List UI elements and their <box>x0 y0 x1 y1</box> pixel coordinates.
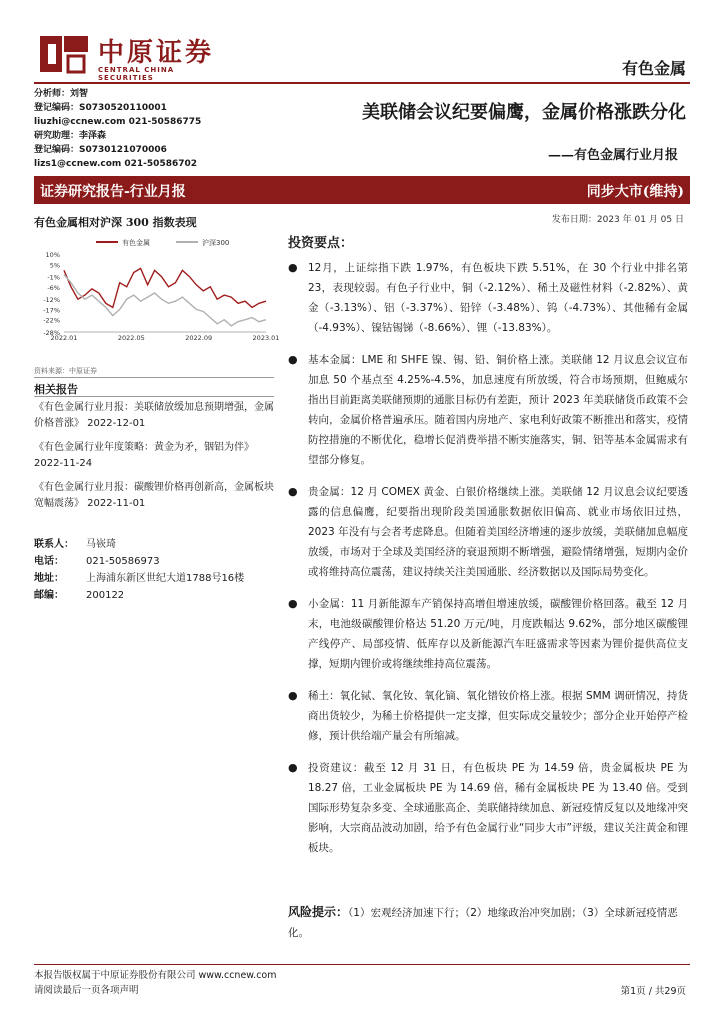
investment-points <box>286 258 688 870</box>
divider <box>34 377 274 378</box>
header-divider <box>34 82 690 84</box>
investment-point <box>286 758 688 858</box>
related-report-link[interactable]: 《有色金属行业年度策略：黄金为矛，铟铝为伴》 2022-11-24 <box>34 442 254 469</box>
zip-label: 邮编： <box>34 590 64 601</box>
company-logo <box>38 32 228 80</box>
phone-value: 021-50586973 <box>86 556 160 567</box>
investment-point <box>286 594 688 674</box>
legend-label: 有色金属 <box>122 239 150 247</box>
x-tick-label: 2022.01 <box>50 334 78 342</box>
point-text: 12月，上证综指下跌 1.97%，有色板块下跌 5.51%，在 30 个行业中排名第 23，表现较弱。有色子行业中，铜（-2.12%）、稀土及磁性材料（-2.82%）、黄金（-3.13%）、铝（-3.37%）、铅锌（-3.48%）、钨（-4.73%）、其他稀有金属（-4.93%）、镍钴锡锑（-8.66%）、锂（-13.83%）。 <box>308 262 688 334</box>
assistant-reg: 登记编码：S0730121070006 <box>34 145 167 155</box>
contact-info <box>34 536 284 604</box>
chart-source: 资料来源：中原证券 <box>34 367 97 375</box>
disclaimer-note: 请阅读最后一页各项声明 <box>34 985 139 996</box>
related-report-link[interactable]: 《有色金属行业月报：碳酸锂价格再创新高，金属板块宽幅震荡》 2022-11-01 <box>34 482 274 509</box>
investment-point <box>286 482 688 582</box>
investment-point <box>286 350 688 470</box>
related-reports-heading: 相关报告 <box>34 383 78 396</box>
bullet-icon: ● <box>288 353 298 366</box>
logo-mark-icon <box>38 34 90 74</box>
x-tick-label: 2022.05 <box>117 334 145 342</box>
y-tick-label: -22% <box>43 316 60 325</box>
investment-point <box>286 258 688 338</box>
point-text: 小金属：11 月新能源车产销保持高增但增速放缓，碳酸锂价格回落。截至 12 月末，电池级碳酸锂价格达 51.20 万元/吨，月度跌幅达 9.62%，部分地区碳酸锂产线停产、局部疫情、低库存以及新能源汽车旺盛需求等因素为锂价提供高位支撑，短期内锂价或将继续维持高位震荡。 <box>308 598 688 670</box>
assistant-name: 研究助理：李泽森 <box>34 131 107 141</box>
related-reports-list <box>34 400 274 520</box>
page-number: 第1页 / 共29页 <box>620 986 686 997</box>
chart-title: 有色金属相对沪深 300 指数表现 <box>34 216 197 229</box>
report-title: 美联储会议纪要偏鹰，金属价格涨跌分化 <box>362 102 686 123</box>
bullet-icon: ● <box>288 761 298 774</box>
copyright: 本报告版权属于中原证券股份有限公司 www.ccnew.com <box>34 970 277 981</box>
y-tick-label: -28% <box>43 329 60 337</box>
analyst-contact: liuzhi@ccnew.com 021-50586775 <box>34 117 202 127</box>
contact-person: 马嵚琦 <box>86 539 116 550</box>
report-type: 证券研究报告-行业月报 <box>40 184 186 200</box>
address-value: 上海浦东新区世纪大道1788号16楼 <box>86 573 245 584</box>
contact-person-label: 联系人： <box>34 539 74 550</box>
report-subtitle: ——有色金属行业月报 <box>547 148 678 163</box>
point-text: 基本金属：LME 和 SHFE 镍、锡、铅、铜价格上涨。美联储 12 月议息会议宣布加息 50 个基点至 4.25%-4.5%，加息速度有所放缓，符合市场预期，但鲍威尔指出目前距离美联储预期的通胀目标仍有差距，预计 2023 年美联储货币政策不会转向，金属价格普遍承压。随着国内房地产、家电利好政策不断推出和落实，疫情防控措施的不断优化，稳增长促消费举措不断实施落实，铜、铝等基本金属需求有望部分修复。 <box>308 354 688 466</box>
risk-warning <box>288 902 688 943</box>
performance-chart <box>34 232 280 352</box>
analyst-reg: 登记编码：S0730520110001 <box>34 103 167 113</box>
y-tick-label: -17% <box>43 306 60 315</box>
analyst-name: 分析师：刘智 <box>34 89 89 99</box>
sector-tag: 有色金属 <box>621 59 686 78</box>
risk-text: （1）宏观经济加速下行；（2）地缘政治冲突加剧；（3）全球新冠疫情恶化。 <box>288 907 678 939</box>
risk-label: 风险提示： <box>288 905 349 919</box>
y-tick-label: -1% <box>47 273 60 282</box>
y-tick-label: -12% <box>43 296 60 305</box>
assistant-contact: lizs1@ccnew.com 021-50586702 <box>34 159 198 169</box>
point-text: 投资建议：截至 12 月 31 日，有色板块 PE 为 14.59 倍，贵金属板块 PE 为 18.27 倍，工业金属板块 PE 为 14.69 倍，稀有金属板块 PE 为 13.40 倍。受到国际形势复杂多变、全球通胀高企、美联储持续加息、新冠疫情反复以及地缘冲突影响，大宗商品波动加剧，给予有色金属行业“同步大市”评级，建议关注黄金和锂板块。 <box>308 762 688 854</box>
address-label: 地址： <box>34 573 64 584</box>
footer <box>34 968 277 998</box>
y-tick-label: 5% <box>49 261 60 270</box>
footer-divider <box>34 964 690 965</box>
phone-label: 电话： <box>34 556 64 567</box>
y-tick-label: 10% <box>45 251 60 259</box>
zip-value: 200122 <box>86 590 125 601</box>
x-tick-label: 2022.09 <box>185 334 213 342</box>
analyst-info <box>34 87 254 171</box>
bullet-icon: ● <box>288 261 298 274</box>
bullet-icon: ● <box>288 689 298 702</box>
report-banner <box>34 176 690 204</box>
related-report-link[interactable]: 《有色金属行业月报：美联储放缓加息预期增强，金属价格普涨》 2022-12-01 <box>34 402 274 429</box>
x-tick-label: 2023.01 <box>252 334 280 342</box>
legend-label: 沪深300 <box>202 239 230 247</box>
logo-text: 中原证券 <box>98 38 215 68</box>
rating: 同步大市(维持) <box>586 184 684 200</box>
bullet-icon: ● <box>288 597 298 610</box>
divider <box>34 396 274 397</box>
investment-point <box>286 686 688 746</box>
point-text: 贵金属：12 月 COMEX 黄金、白银价格继续上涨。美联储 12 月议息会议纪要透露的信息偏鹰，纪要指出现阶段美国通胀数据依旧偏高、就业市场依旧过热，2023 年没有与会者考虑降息。但随着美国经济增速的逐步放缓，美联储加息幅度放缓，市场对于全球及美国经济的衰退预期不断增强，避险情绪增强，短期内金价或将维持高位震荡，建议持续关注美国通胀、经济数据以及国际局势变化。 <box>308 486 688 578</box>
investment-heading: 投资要点： <box>288 236 354 251</box>
y-tick-label: -6% <box>47 283 60 292</box>
bullet-icon: ● <box>288 485 298 498</box>
logo-subtext: CENTRAL CHINA SECURITIES <box>98 66 175 82</box>
point-text: 稀土：氧化铽、氧化钕、氧化镝、氧化镨钕价格上涨。根据 SMM 调研情况，持货商出货较少，为稀土价格提供一定支撑，但实际成交量较少；部分企业开始停产检修，预计供给端产量会有所缩减。 <box>308 690 688 742</box>
publish-date: 发布日期：2023 年 01 月 05 日 <box>551 215 684 225</box>
